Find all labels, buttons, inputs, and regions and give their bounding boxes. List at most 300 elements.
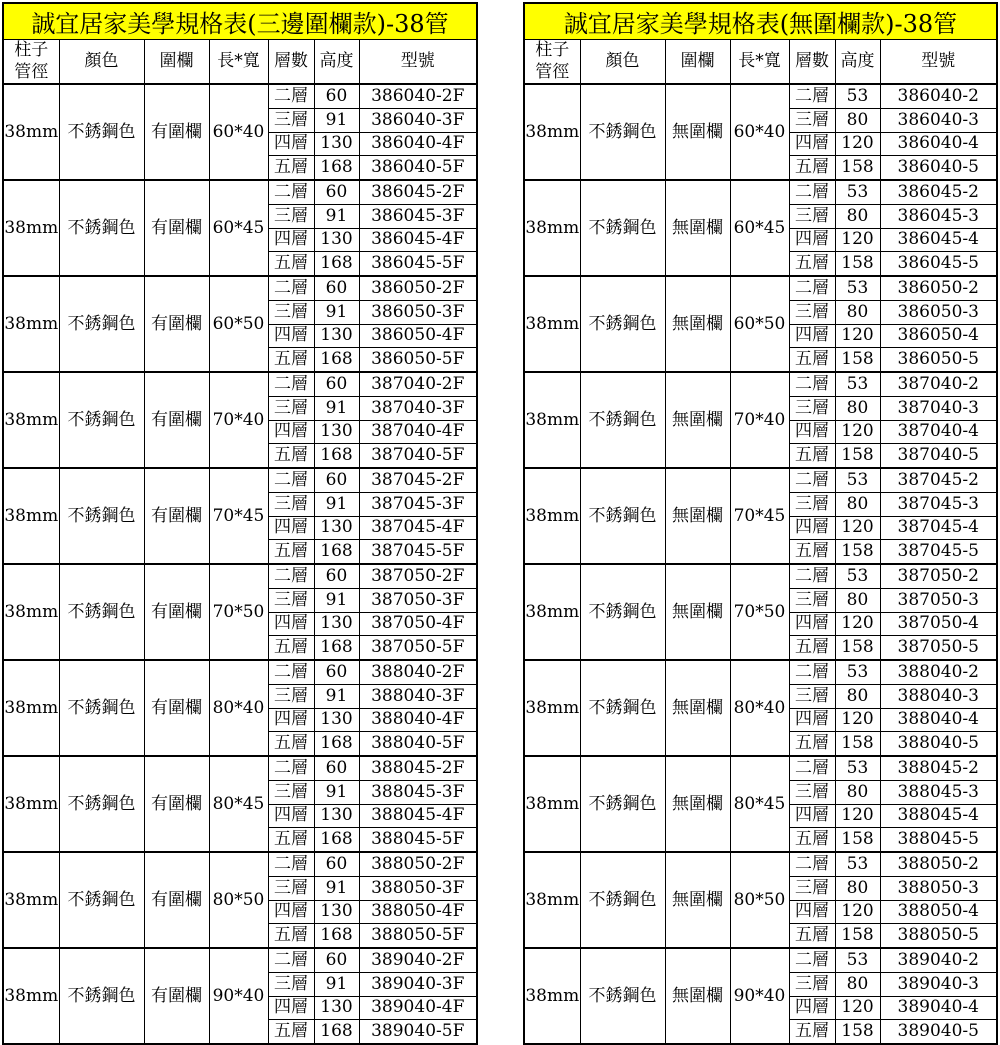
size-cell: 70*45: [209, 468, 268, 564]
table-title: 誠宜居家美學規格表(無圍欄款)-38管: [524, 3, 997, 40]
height-cell: 53: [835, 564, 880, 588]
height-cell: 130: [314, 708, 359, 732]
size-cell: 60*40: [209, 84, 268, 180]
table-row: [524, 84, 997, 108]
layers-cell: 五層: [268, 636, 314, 660]
size-cell: 60*50: [209, 276, 268, 372]
pipe-diameter-cell: 38mm: [524, 948, 580, 1044]
model-number-cell: 386050-3: [880, 300, 997, 324]
pipe-diameter-cell: 38mm: [524, 84, 580, 180]
col-header-layers: 層數: [789, 40, 835, 85]
table-row: [524, 564, 997, 588]
layers-cell: 四層: [268, 708, 314, 732]
layers-cell: 四層: [789, 900, 835, 924]
layers-cell: 三層: [268, 972, 314, 996]
model-number-cell: 387050-2F: [359, 564, 477, 588]
layers-cell: 二層: [268, 948, 314, 972]
size-cell: 80*50: [730, 852, 789, 948]
header-row: [524, 40, 997, 85]
pipe-diameter-cell: 38mm: [3, 276, 59, 372]
table-row: [524, 948, 997, 972]
color-cell: 不銹鋼色: [59, 852, 144, 948]
color-cell: 不銹鋼色: [580, 660, 665, 756]
layers-cell: 三層: [268, 876, 314, 900]
height-cell: 53: [835, 948, 880, 972]
layers-cell: 五層: [789, 828, 835, 852]
color-cell: 不銹鋼色: [59, 84, 144, 180]
color-cell: 不銹鋼色: [580, 372, 665, 468]
height-cell: 80: [835, 588, 880, 612]
fence-cell: 有圍欄: [144, 180, 209, 276]
layers-cell: 二層: [789, 564, 835, 588]
model-number-cell: 387040-3: [880, 396, 997, 420]
layers-cell: 三層: [789, 204, 835, 228]
model-number-cell: 386045-2F: [359, 180, 477, 204]
fence-cell: 有圍欄: [144, 276, 209, 372]
pipe-diameter-cell: 38mm: [3, 852, 59, 948]
size-cell: 90*40: [730, 948, 789, 1044]
model-number-cell: 386050-3F: [359, 300, 477, 324]
size-cell: 80*50: [209, 852, 268, 948]
height-cell: 168: [314, 924, 359, 948]
layers-cell: 三層: [789, 588, 835, 612]
pipe-diameter-cell: 38mm: [3, 660, 59, 756]
fence-cell: 無圍欄: [665, 660, 730, 756]
table-row: [524, 372, 997, 396]
layers-cell: 五層: [789, 156, 835, 180]
model-number-cell: 387040-5F: [359, 444, 477, 468]
layers-cell: 五層: [789, 444, 835, 468]
table-row: [524, 660, 997, 684]
spec-table-body: [3, 84, 477, 1044]
size-cell: 90*40: [209, 948, 268, 1044]
layers-cell: 二層: [789, 84, 835, 108]
height-cell: 91: [314, 204, 359, 228]
height-cell: 130: [314, 324, 359, 348]
height-cell: 60: [314, 276, 359, 300]
size-cell: 80*40: [730, 660, 789, 756]
model-number-cell: 386045-2: [880, 180, 997, 204]
color-cell: 不銹鋼色: [59, 756, 144, 852]
col-header-pipe-diameter: [3, 40, 59, 85]
model-number-cell: 388040-4: [880, 708, 997, 732]
height-cell: 130: [314, 804, 359, 828]
model-number-cell: 387050-2: [880, 564, 997, 588]
layers-cell: 二層: [268, 564, 314, 588]
pipe-diameter-cell: 38mm: [3, 84, 59, 180]
layers-cell: 三層: [268, 780, 314, 804]
model-number-cell: 387045-5: [880, 540, 997, 564]
size-cell: 80*45: [730, 756, 789, 852]
pipe-diameter-cell: 38mm: [524, 756, 580, 852]
layers-cell: 四層: [268, 804, 314, 828]
fence-cell: 有圍欄: [144, 948, 209, 1044]
layers-cell: 二層: [789, 852, 835, 876]
layers-cell: 三層: [789, 972, 835, 996]
model-number-cell: 386045-5F: [359, 252, 477, 276]
height-cell: 80: [835, 876, 880, 900]
height-cell: 80: [835, 780, 880, 804]
layers-cell: 四層: [268, 132, 314, 156]
model-number-cell: 386045-5: [880, 252, 997, 276]
model-number-cell: 388045-2F: [359, 756, 477, 780]
pipe-diameter-cell: 38mm: [524, 468, 580, 564]
height-cell: 120: [835, 612, 880, 636]
color-cell: 不銹鋼色: [580, 564, 665, 660]
table-row: [3, 756, 477, 780]
layers-cell: 二層: [268, 180, 314, 204]
height-cell: 120: [835, 900, 880, 924]
layers-cell: 二層: [789, 276, 835, 300]
col-header-model: 型號: [359, 40, 477, 85]
model-number-cell: 387040-4: [880, 420, 997, 444]
color-cell: 不銹鋼色: [59, 468, 144, 564]
height-cell: 120: [835, 804, 880, 828]
col-header-color: 顏色: [580, 40, 665, 85]
col-header-height: 高度: [314, 40, 359, 85]
layers-cell: 五層: [789, 348, 835, 372]
model-number-cell: 389040-2: [880, 948, 997, 972]
fence-cell: 無圍欄: [665, 468, 730, 564]
model-number-cell: 387045-5F: [359, 540, 477, 564]
table-row: [524, 852, 997, 876]
color-cell: 不銹鋼色: [580, 756, 665, 852]
height-cell: 91: [314, 396, 359, 420]
layers-cell: 五層: [789, 924, 835, 948]
layers-cell: 四層: [789, 420, 835, 444]
model-number-cell: 387040-5: [880, 444, 997, 468]
model-number-cell: 387045-2F: [359, 468, 477, 492]
height-cell: 53: [835, 468, 880, 492]
table-row: [3, 276, 477, 300]
size-cell: 60*50: [730, 276, 789, 372]
pipe-diameter-cell: 38mm: [524, 180, 580, 276]
color-cell: 不銹鋼色: [580, 468, 665, 564]
height-cell: 158: [835, 252, 880, 276]
model-number-cell: 387040-2F: [359, 372, 477, 396]
layers-cell: 四層: [789, 708, 835, 732]
model-number-cell: 388050-4: [880, 900, 997, 924]
model-number-cell: 388045-2: [880, 756, 997, 780]
layers-cell: 三層: [789, 492, 835, 516]
layers-cell: 五層: [268, 1020, 314, 1044]
model-number-cell: 387050-3: [880, 588, 997, 612]
height-cell: 60: [314, 852, 359, 876]
model-number-cell: 386050-2F: [359, 276, 477, 300]
fence-cell: 無圍欄: [665, 180, 730, 276]
height-cell: 120: [835, 420, 880, 444]
model-number-cell: 386040-5F: [359, 156, 477, 180]
model-number-cell: 387050-3F: [359, 588, 477, 612]
fence-cell: 有圍欄: [144, 660, 209, 756]
table-row: [3, 468, 477, 492]
model-number-cell: 386050-5F: [359, 348, 477, 372]
size-cell: 70*40: [209, 372, 268, 468]
layers-cell: 五層: [268, 444, 314, 468]
height-cell: 53: [835, 756, 880, 780]
height-cell: 168: [314, 540, 359, 564]
layers-cell: 二層: [268, 756, 314, 780]
height-cell: 120: [835, 132, 880, 156]
model-number-cell: 388050-3: [880, 876, 997, 900]
layers-cell: 三層: [789, 300, 835, 324]
size-cell: 70*50: [730, 564, 789, 660]
layers-cell: 四層: [268, 612, 314, 636]
layers-cell: 二層: [789, 180, 835, 204]
color-cell: 不銹鋼色: [59, 372, 144, 468]
table-row: [524, 180, 997, 204]
height-cell: 53: [835, 372, 880, 396]
height-cell: 168: [314, 732, 359, 756]
layers-cell: 四層: [789, 516, 835, 540]
pipe-diameter-cell: 38mm: [524, 852, 580, 948]
pipe-header-line1: 柱子: [535, 40, 570, 61]
pipe-diameter-cell: 38mm: [524, 372, 580, 468]
size-cell: 70*50: [209, 564, 268, 660]
model-number-cell: 386040-5: [880, 156, 997, 180]
model-number-cell: 387040-2: [880, 372, 997, 396]
height-cell: 80: [835, 972, 880, 996]
fence-cell: 有圍欄: [144, 852, 209, 948]
pipe-header-line1: 柱子: [14, 40, 49, 61]
model-number-cell: 386050-5: [880, 348, 997, 372]
model-number-cell: 386045-4F: [359, 228, 477, 252]
layers-cell: 四層: [268, 996, 314, 1020]
model-number-cell: 386045-3: [880, 204, 997, 228]
fence-cell: 無圍欄: [665, 756, 730, 852]
model-number-cell: 388040-2F: [359, 660, 477, 684]
size-cell: 80*45: [209, 756, 268, 852]
height-cell: 91: [314, 108, 359, 132]
model-number-cell: 386040-2: [880, 84, 997, 108]
fence-cell: 無圍欄: [665, 372, 730, 468]
height-cell: 80: [835, 492, 880, 516]
model-number-cell: 389040-3: [880, 972, 997, 996]
color-cell: 不銹鋼色: [59, 948, 144, 1044]
table-row: [3, 852, 477, 876]
height-cell: 80: [835, 684, 880, 708]
model-number-cell: 389040-5: [880, 1020, 997, 1044]
color-cell: 不銹鋼色: [580, 84, 665, 180]
spec-table-fenced: [2, 2, 478, 1045]
table-row: [524, 756, 997, 780]
height-cell: 130: [314, 612, 359, 636]
fence-cell: 有圍欄: [144, 564, 209, 660]
layers-cell: 二層: [268, 660, 314, 684]
pipe-diameter-cell: 38mm: [3, 564, 59, 660]
model-number-cell: 387050-5: [880, 636, 997, 660]
layers-cell: 五層: [268, 924, 314, 948]
table-row: [3, 564, 477, 588]
table-row: [524, 468, 997, 492]
model-number-cell: 386050-4F: [359, 324, 477, 348]
layers-cell: 三層: [789, 108, 835, 132]
layers-cell: 四層: [789, 996, 835, 1020]
layers-cell: 三層: [268, 588, 314, 612]
model-number-cell: 388050-5: [880, 924, 997, 948]
pipe-diameter-cell: 38mm: [3, 372, 59, 468]
table-row: [3, 84, 477, 108]
model-number-cell: 386045-3F: [359, 204, 477, 228]
color-cell: 不銹鋼色: [59, 564, 144, 660]
col-header-model: 型號: [880, 40, 997, 85]
model-number-cell: 387040-3F: [359, 396, 477, 420]
color-cell: 不銹鋼色: [580, 180, 665, 276]
color-cell: 不銹鋼色: [580, 948, 665, 1044]
height-cell: 80: [835, 204, 880, 228]
layers-cell: 五層: [789, 732, 835, 756]
col-header-height: 高度: [835, 40, 880, 85]
model-number-cell: 388050-5F: [359, 924, 477, 948]
height-cell: 158: [835, 444, 880, 468]
pipe-diameter-cell: 38mm: [3, 180, 59, 276]
layers-cell: 四層: [268, 900, 314, 924]
layers-cell: 三層: [789, 396, 835, 420]
height-cell: 53: [835, 180, 880, 204]
model-number-cell: 388040-2: [880, 660, 997, 684]
model-number-cell: 386040-3: [880, 108, 997, 132]
table-row: [3, 660, 477, 684]
layers-cell: 三層: [789, 684, 835, 708]
height-cell: 130: [314, 420, 359, 444]
pipe-header-line2: 管徑: [14, 61, 49, 82]
height-cell: 91: [314, 588, 359, 612]
model-number-cell: 386040-4: [880, 132, 997, 156]
layers-cell: 四層: [268, 324, 314, 348]
height-cell: 60: [314, 180, 359, 204]
height-cell: 130: [314, 900, 359, 924]
height-cell: 120: [835, 708, 880, 732]
layers-cell: 五層: [268, 348, 314, 372]
col-header-size: 長*寬: [730, 40, 789, 85]
layers-cell: 五層: [789, 636, 835, 660]
table-row: [3, 372, 477, 396]
model-number-cell: 388045-3F: [359, 780, 477, 804]
height-cell: 168: [314, 252, 359, 276]
col-header-pipe-diameter: [524, 40, 580, 85]
height-cell: 91: [314, 492, 359, 516]
layers-cell: 三層: [268, 684, 314, 708]
model-number-cell: 388045-5F: [359, 828, 477, 852]
fence-cell: 無圍欄: [665, 948, 730, 1044]
height-cell: 120: [835, 996, 880, 1020]
layers-cell: 三層: [268, 492, 314, 516]
model-number-cell: 389040-4: [880, 996, 997, 1020]
model-number-cell: 389040-4F: [359, 996, 477, 1020]
model-number-cell: 388045-4: [880, 804, 997, 828]
size-cell: 80*40: [209, 660, 268, 756]
model-number-cell: 388045-5: [880, 828, 997, 852]
model-number-cell: 387045-4: [880, 516, 997, 540]
fence-cell: 有圍欄: [144, 468, 209, 564]
color-cell: 不銹鋼色: [59, 660, 144, 756]
height-cell: 91: [314, 876, 359, 900]
pipe-header-line2: 管徑: [535, 61, 570, 82]
header-row: [3, 40, 477, 85]
layers-cell: 二層: [789, 372, 835, 396]
height-cell: 120: [835, 324, 880, 348]
height-cell: 91: [314, 780, 359, 804]
height-cell: 60: [314, 948, 359, 972]
size-cell: 60*45: [209, 180, 268, 276]
model-number-cell: 386040-2F: [359, 84, 477, 108]
height-cell: 130: [314, 516, 359, 540]
table-row: [524, 276, 997, 300]
model-number-cell: 387050-4F: [359, 612, 477, 636]
table-row: [3, 948, 477, 972]
height-cell: 158: [835, 828, 880, 852]
spec-table-unfenced-section: [523, 2, 998, 1045]
fence-cell: 無圍欄: [665, 852, 730, 948]
model-number-cell: 387045-3: [880, 492, 997, 516]
col-header-fence: 圍欄: [665, 40, 730, 85]
layers-cell: 二層: [268, 372, 314, 396]
layers-cell: 二層: [789, 756, 835, 780]
col-header-size: 長*寬: [209, 40, 268, 85]
height-cell: 168: [314, 444, 359, 468]
layers-cell: 四層: [789, 612, 835, 636]
pipe-diameter-cell: 38mm: [3, 468, 59, 564]
layers-cell: 二層: [268, 852, 314, 876]
layers-cell: 五層: [268, 252, 314, 276]
size-cell: 70*40: [730, 372, 789, 468]
height-cell: 80: [835, 108, 880, 132]
model-number-cell: 389040-2F: [359, 948, 477, 972]
layers-cell: 三層: [268, 204, 314, 228]
height-cell: 53: [835, 276, 880, 300]
height-cell: 91: [314, 972, 359, 996]
height-cell: 91: [314, 684, 359, 708]
model-number-cell: 388040-3: [880, 684, 997, 708]
layers-cell: 四層: [268, 420, 314, 444]
fence-cell: 有圍欄: [144, 84, 209, 180]
model-number-cell: 388040-3F: [359, 684, 477, 708]
pipe-diameter-cell: 38mm: [524, 276, 580, 372]
model-number-cell: 388045-3: [880, 780, 997, 804]
pipe-diameter-cell: 38mm: [3, 948, 59, 1044]
height-cell: 53: [835, 852, 880, 876]
layers-cell: 三層: [268, 300, 314, 324]
height-cell: 158: [835, 540, 880, 564]
layers-cell: 二層: [268, 468, 314, 492]
layers-cell: 五層: [789, 1020, 835, 1044]
layers-cell: 五層: [268, 732, 314, 756]
layers-cell: 二層: [789, 660, 835, 684]
fence-cell: 無圍欄: [665, 564, 730, 660]
model-number-cell: 386040-4F: [359, 132, 477, 156]
model-number-cell: 388050-3F: [359, 876, 477, 900]
height-cell: 158: [835, 732, 880, 756]
height-cell: 158: [835, 156, 880, 180]
color-cell: 不銹鋼色: [580, 852, 665, 948]
fence-cell: 有圍欄: [144, 756, 209, 852]
layers-cell: 二層: [268, 276, 314, 300]
layers-cell: 四層: [789, 228, 835, 252]
height-cell: 91: [314, 300, 359, 324]
model-number-cell: 388050-2: [880, 852, 997, 876]
height-cell: 60: [314, 372, 359, 396]
spec-table-body: [524, 84, 997, 1044]
height-cell: 53: [835, 84, 880, 108]
height-cell: 60: [314, 756, 359, 780]
height-cell: 60: [314, 564, 359, 588]
height-cell: 168: [314, 156, 359, 180]
height-cell: 158: [835, 1020, 880, 1044]
model-number-cell: 388040-5F: [359, 732, 477, 756]
height-cell: 60: [314, 84, 359, 108]
layers-cell: 四層: [789, 804, 835, 828]
col-header-color: 顏色: [59, 40, 144, 85]
